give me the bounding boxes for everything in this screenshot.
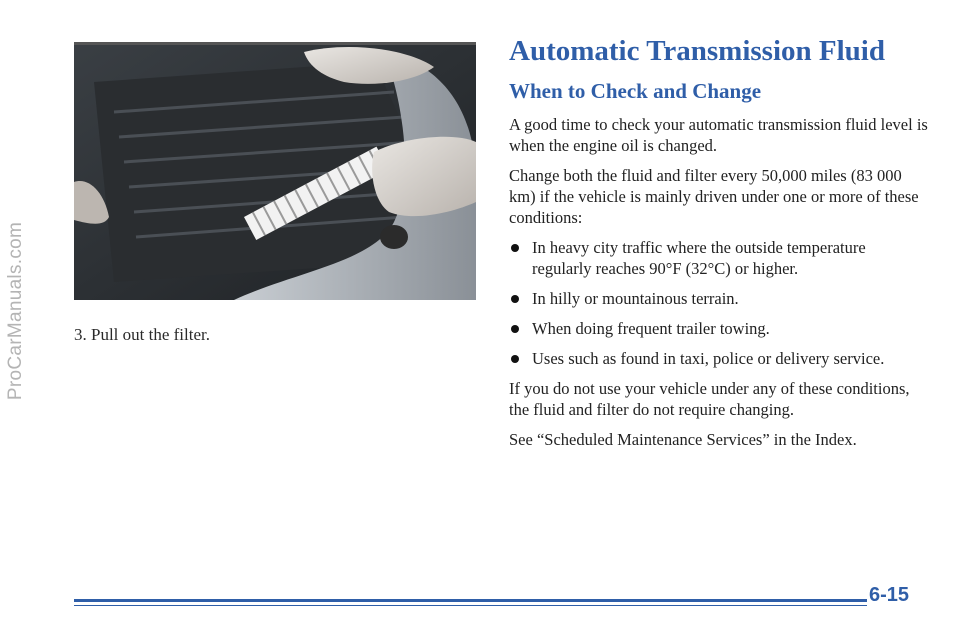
page-number: 6-15 bbox=[869, 584, 910, 606]
paragraph-check-timing: A good time to check your automatic transmission fluid level is when the engine oil is changed. bbox=[509, 115, 928, 155]
conditions-list bbox=[509, 237, 929, 369]
list-item-text: In hilly or mountainous terrain. bbox=[532, 289, 739, 308]
bullet-icon bbox=[511, 325, 519, 333]
footer-rule-thin bbox=[74, 605, 867, 606]
section-subtitle: When to Check and Change bbox=[509, 79, 762, 103]
bullet-icon bbox=[511, 295, 519, 303]
paragraph-no-change: If you do not use your vehicle under any of these conditions, the fluid and filter do not require changing. bbox=[509, 379, 910, 419]
watermark-text: ProCarManuals.com bbox=[5, 221, 26, 401]
list-item bbox=[509, 348, 929, 369]
transmission-filter-photo bbox=[74, 42, 476, 300]
section-title: Automatic Transmission Fluid bbox=[509, 35, 885, 67]
list-item-text: Uses such as found in taxi, police or delivery service. bbox=[532, 349, 885, 368]
photo-illustration bbox=[74, 42, 476, 300]
paragraph-see-index: See “Scheduled Maintenance Services” in the Index. bbox=[509, 430, 857, 449]
list-item-text: In heavy city traffic where the outside temperature regularly reaches 90°F (32°C) or higher. bbox=[532, 238, 866, 278]
watermark bbox=[0, 0, 32, 622]
footer-rule bbox=[74, 599, 867, 602]
content-column bbox=[509, 34, 929, 459]
bullet-icon bbox=[511, 355, 519, 363]
list-item bbox=[509, 288, 929, 309]
figure-caption: 3. Pull out the filter. bbox=[74, 325, 210, 344]
list-item bbox=[509, 318, 929, 339]
list-item-text: When doing frequent trailer towing. bbox=[532, 319, 770, 338]
paragraph-change-interval: Change both the fluid and filter every 50,000 miles (83 000 km) if the vehicle is mainly driven under one or more of these conditions: bbox=[509, 166, 919, 227]
list-item bbox=[509, 237, 929, 279]
bullet-icon bbox=[511, 244, 519, 252]
